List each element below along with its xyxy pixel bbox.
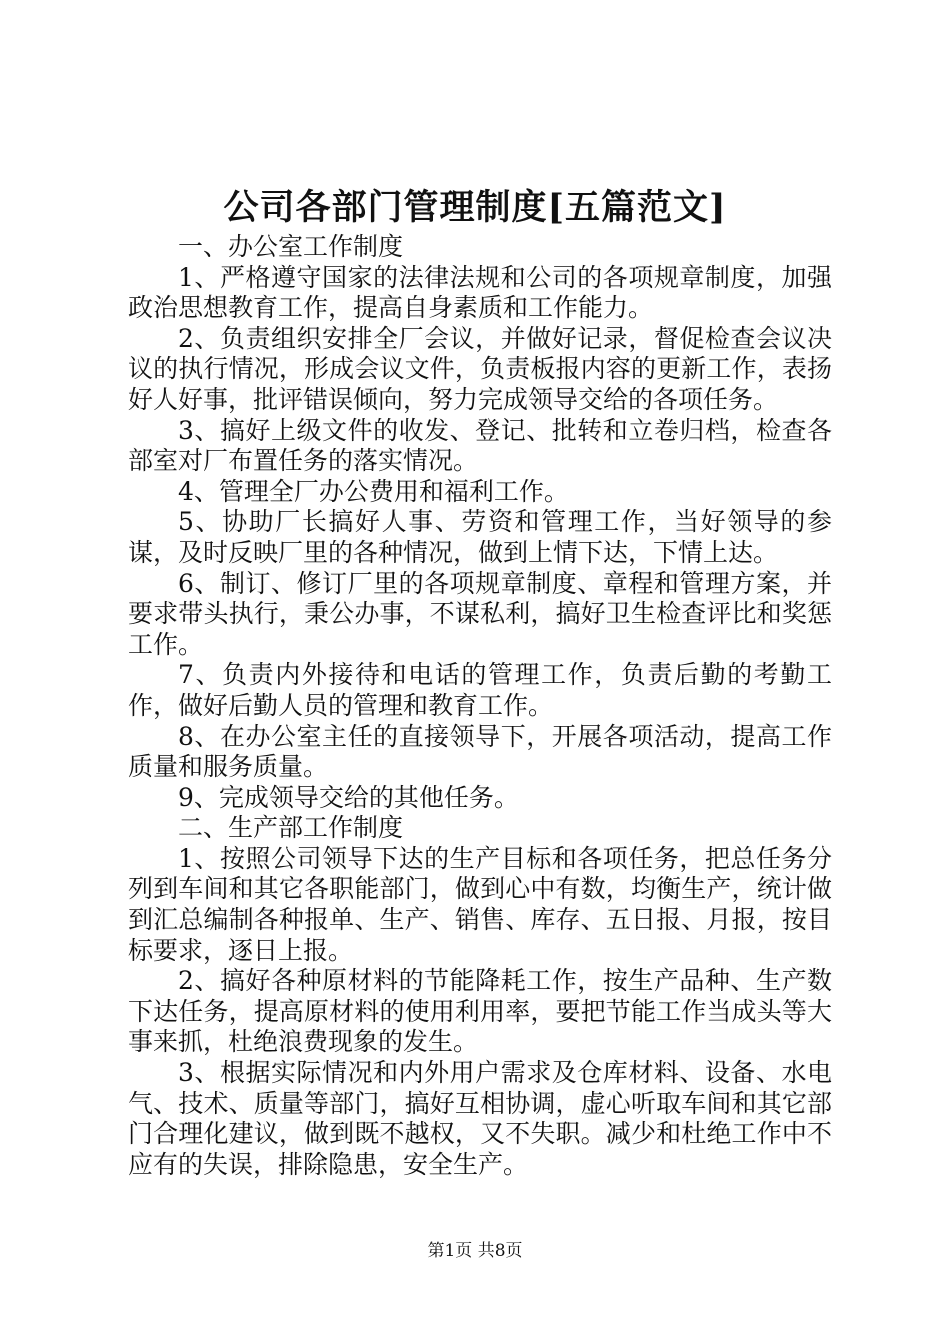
paragraph: 9、完成领导交给的其他任务。 [178, 782, 519, 812]
paragraph: 5、协助厂长搞好人事、劳资和管理工作，当好领导的参谋，及时反映厂里的各种情况，做到上情下达，下情上达。 [128, 507, 832, 567]
paragraph: 4、管理全厂办公费用和福利工作。 [178, 476, 569, 506]
paragraph: 6、制订、修订厂里的各项规章制度、章程和管理方案，并要求带头执行，秉公办事，不谋私利，搞好卫生检查评比和奖惩工作。 [128, 568, 832, 659]
paragraph: 8、在办公室主任的直接领导下，开展各项活动，提高工作质量和服务质量。 [128, 721, 832, 782]
document-title: 公司各部门管理制度[五篇范文] [223, 187, 727, 228]
paragraph: 1、严格遵守国家的法律法规和公司的各项规章制度，加强政治思想教育工作，提高自身素质和工作能力。 [128, 262, 832, 323]
paragraph: 3、根据实际情况和内外用户需求及仓库材料、设备、水电气、技术、质量等部门，搞好互相协调，虚心听取车间和其它部门合理化建议，做到既不越权，又不失职。减少和杜绝工作中不应有的失误，排除隐患，安全生产。 [128, 1058, 832, 1179]
page-number-footer: 第1页 共8页 [427, 1241, 523, 1261]
paragraph: 2、搞好各种原材料的节能降耗工作，按生产品种、生产数下达任务，提高原材料的使用利用率，要把节能工作当成头等大事来抓，杜绝浪费现象的发生。 [128, 966, 832, 1057]
paragraph: 2、负责组织安排全厂会议，并做好记录，督促检查会议决议的执行情况，形成会议文件，负责板报内容的更新工作，表扬好人好事，批评错误倾向，努力完成领导交给的各项任务。 [128, 323, 832, 414]
section-heading-office: 一、办公室工作制度 [178, 232, 404, 261]
document-body [128, 232, 832, 1180]
paragraph: 1、按照公司领导下达的生产目标和各项任务，把总任务分列到车间和其它各职能部门，做到心中有数，均衡生产，统计做到汇总编制各种报单、生产、销售、库存、五日报、月报，按目标要求，逐日上报。 [128, 843, 832, 965]
section-heading-production: 二、生产部工作制度 [178, 813, 404, 843]
paragraph: 7、负责内外接待和电话的管理工作，负责后勤的考勤工作，做好后勤人员的管理和教育工作。 [128, 660, 832, 720]
paragraph: 3、搞好上级文件的收发、登记、批转和立卷归档，检查各部室对厂布置任务的落实情况。 [128, 415, 832, 476]
